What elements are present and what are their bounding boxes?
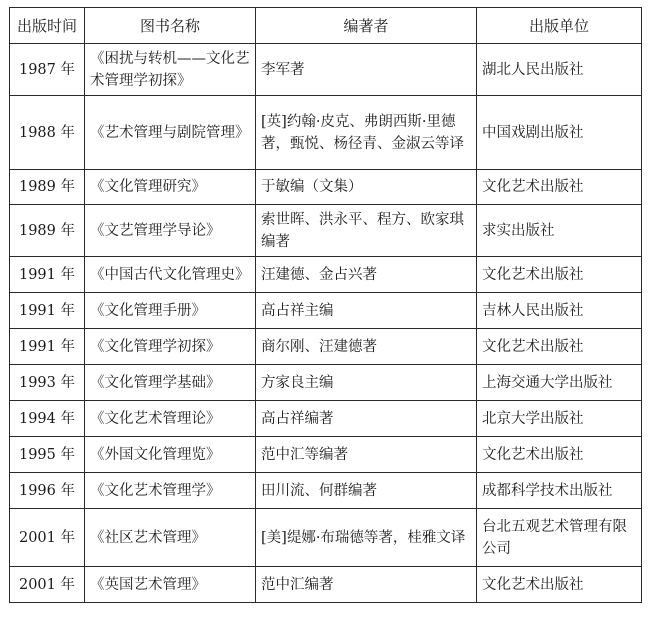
table-row: [10, 365, 642, 401]
table-row: [10, 257, 642, 293]
cell-title: 《文化管理研究》: [85, 170, 256, 205]
cell-author: 田川流、何群编著: [256, 473, 477, 509]
cell-author: 范中汇等编著: [256, 437, 477, 473]
cell-author: 方家良主编: [256, 365, 477, 401]
table-row: [10, 437, 642, 473]
cell-title: 《中国古代文化管理史》: [85, 257, 256, 293]
cell-author: 范中汇编著: [256, 567, 477, 603]
cell-year: 1988 年: [10, 96, 85, 170]
cell-author: 李军著: [256, 44, 477, 96]
header-author: 编著者: [256, 8, 477, 44]
cell-title: 《外国文化管理览》: [85, 437, 256, 473]
cell-title: 《文化管理学基础》: [85, 365, 256, 401]
cell-author: 于敏编（文集）: [256, 170, 477, 205]
cell-author: 商尔刚、汪建德著: [256, 329, 477, 365]
cell-publisher: 文化艺术出版社: [477, 170, 642, 205]
publication-table: [9, 7, 642, 603]
cell-publisher: 文化艺术出版社: [477, 257, 642, 293]
table-row: [10, 329, 642, 365]
table-row: [10, 509, 642, 567]
cell-publisher: 求实出版社: [477, 205, 642, 257]
cell-year: 2001 年: [10, 567, 85, 603]
cell-title: 《文化艺术管理学》: [85, 473, 256, 509]
cell-year: 1991 年: [10, 257, 85, 293]
cell-year: 1995 年: [10, 437, 85, 473]
cell-author: 高占祥编著: [256, 401, 477, 437]
cell-year: 1987 年: [10, 44, 85, 96]
header-book-title: 图书名称: [85, 8, 256, 44]
table-body: [10, 44, 642, 603]
cell-title: 《英国艺术管理》: [85, 567, 256, 603]
cell-author: 汪建德、金占兴著: [256, 257, 477, 293]
cell-title: 《艺术管理与剧院管理》: [85, 96, 256, 170]
cell-publisher: 台北五观艺术管理有限公司: [477, 509, 642, 567]
table-row: [10, 567, 642, 603]
header-publisher: 出版单位: [477, 8, 642, 44]
header-row: [10, 8, 642, 44]
cell-author: [美]缇娜·布瑞德等著，桂雅文译: [256, 509, 477, 567]
cell-publisher: 上海交通大学出版社: [477, 365, 642, 401]
table-row: [10, 96, 642, 170]
header-publish-time: 出版时间: [10, 8, 85, 44]
cell-publisher: 成都科学技术出版社: [477, 473, 642, 509]
table-row: [10, 170, 642, 205]
cell-publisher: 湖北人民出版社: [477, 44, 642, 96]
table-row: [10, 44, 642, 96]
cell-title: 《社区艺术管理》: [85, 509, 256, 567]
cell-title: 《困扰与转机——文化艺术管理学初探》: [85, 44, 256, 96]
cell-year: 1994 年: [10, 401, 85, 437]
cell-year: 1989 年: [10, 170, 85, 205]
cell-title: 《文化管理学初探》: [85, 329, 256, 365]
cell-year: 1991 年: [10, 329, 85, 365]
cell-year: 1989 年: [10, 205, 85, 257]
cell-year: 1996 年: [10, 473, 85, 509]
cell-year: 1991 年: [10, 293, 85, 329]
cell-title: 《文艺管理学导论》: [85, 205, 256, 257]
cell-year: 2001 年: [10, 509, 85, 567]
cell-author: [英]约翰·皮克、弗朗西斯·里德著，甄悦、杨径青、金淑云等译: [256, 96, 477, 170]
cell-author: 高占祥主编: [256, 293, 477, 329]
cell-publisher: 文化艺术出版社: [477, 329, 642, 365]
table-row: [10, 293, 642, 329]
table-row: [10, 401, 642, 437]
cell-title: 《文化管理手册》: [85, 293, 256, 329]
cell-publisher: 文化艺术出版社: [477, 437, 642, 473]
cell-title: 《文化艺术管理论》: [85, 401, 256, 437]
cell-year: 1993 年: [10, 365, 85, 401]
cell-publisher: 北京大学出版社: [477, 401, 642, 437]
cell-publisher: 中国戏剧出版社: [477, 96, 642, 170]
cell-publisher: 吉林人民出版社: [477, 293, 642, 329]
table-row: [10, 473, 642, 509]
cell-author: 索世晖、洪永平、程方、欧家琪编著: [256, 205, 477, 257]
table-row: [10, 205, 642, 257]
cell-publisher: 文化艺术出版社: [477, 567, 642, 603]
